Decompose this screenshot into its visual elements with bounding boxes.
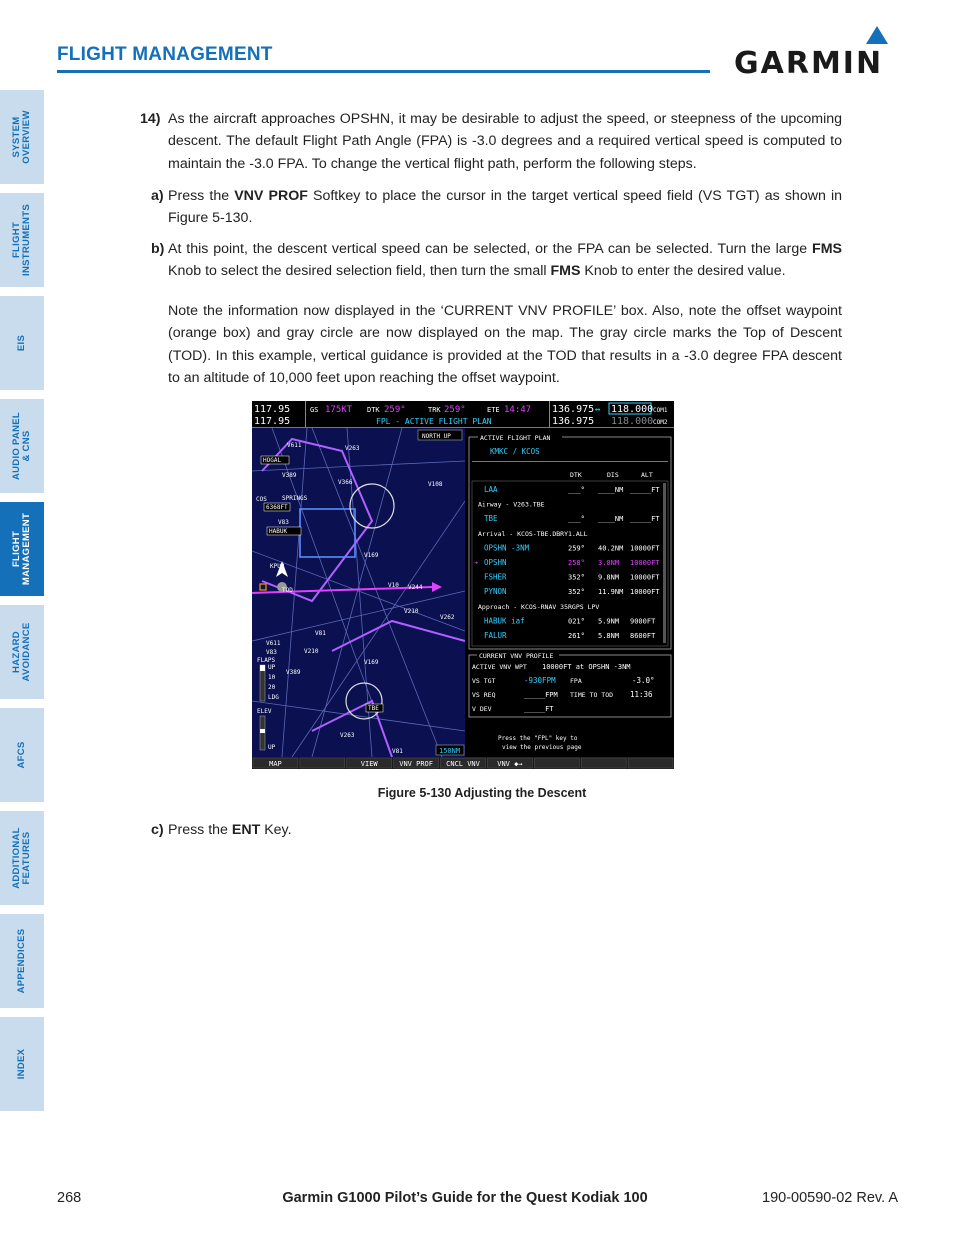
page-number: 268 (57, 1190, 82, 1206)
svg-text:TIME TO TOD: TIME TO TOD (570, 691, 614, 699)
fpl-row-name: FSHER (484, 572, 507, 582)
step-14-text: As the aircraft approaches OPSHN, it may be desirable to adjust the speed, or steepness of the upcoming descent. The default Flight Path Angle (FPA) is -3.0 degrees and a required vertical speed is computed to maintain the -3.0 FPA. To change the vertical flight path, perform the following steps. (168, 111, 842, 172)
fpl-row-name: HABUK iaf (484, 616, 525, 626)
trk-value: 259° (444, 405, 466, 415)
fpl-row-alt: _____FT (630, 486, 660, 494)
hint-line1: Press the "FPL" key to (498, 735, 578, 742)
fpl-row-alt: _____FT (630, 515, 660, 524)
step-14-label: 14) (140, 111, 161, 127)
step-c-text: Press the ENT Key. (168, 822, 292, 838)
svg-text:V10: V10 (388, 582, 399, 589)
svg-text:V DEV: V DEV (472, 705, 492, 713)
svg-text:ALT: ALT (641, 471, 653, 479)
nav-active1: 117.95 (254, 404, 291, 415)
fpl-row-dis: 3.0NM (598, 559, 620, 567)
tab-hazard-avoidance[interactable]: HAZARD AVOIDANCE (0, 605, 44, 699)
svg-text:TOD: TOD (282, 587, 293, 594)
tab-index[interactable]: INDEX (0, 1017, 44, 1111)
svg-text:V83: V83 (278, 519, 289, 526)
svg-text:DIS: DIS (607, 471, 619, 479)
fpl-row-name: FALUR (484, 631, 507, 640)
north-up-label: NORTH UP (422, 433, 451, 440)
ete-value: 14:47 (504, 405, 532, 415)
fpl-row-dis: ____NM (598, 486, 624, 494)
fpl-row-name: LAA (484, 485, 498, 494)
vnv-active-wpt: 10000FT at OPSHN -3NM (542, 663, 631, 671)
svg-text:V169: V169 (364, 552, 379, 559)
svg-text:SPRINGS: SPRINGS (282, 495, 308, 502)
document-revision: 190-00590-02 Rev. A (762, 1190, 898, 1206)
nav-standby1: 117.95 (254, 416, 291, 427)
fpl-row-name: Airway - V263.TBE (478, 500, 545, 509)
softkey-label: VNV ◆→ (497, 760, 523, 768)
gs-value: 175KT (325, 405, 353, 415)
svg-text:UP: UP (268, 664, 276, 671)
fpl-row-name: OPSHN (484, 558, 507, 567)
header-rule (57, 70, 710, 73)
com-standby1: 136.975 (552, 404, 595, 415)
softkey-9[interactable] (628, 758, 673, 768)
svg-text:V210: V210 (304, 648, 319, 655)
step-c-label: c) (151, 822, 164, 838)
map-range: 150NM (439, 747, 461, 755)
svg-text:6368FT: 6368FT (266, 504, 288, 511)
svg-text:GS: GS (310, 406, 319, 414)
svg-text:LDG: LDG (268, 694, 279, 701)
svg-text:V389: V389 (286, 669, 301, 676)
softkey-label: MAP (269, 760, 282, 768)
svg-text:HOGAL: HOGAL (263, 457, 282, 464)
fpl-row-alt: 10000FT (630, 588, 660, 597)
svg-text:KPUB: KPUB (270, 563, 285, 570)
fpa-value: -3.0° (632, 676, 655, 685)
svg-text:10: 10 (268, 674, 276, 681)
fpl-row-dis: 11.9NM (598, 588, 624, 597)
svg-text:↔: ↔ (595, 405, 601, 415)
svg-text:V169: V169 (364, 659, 379, 666)
active-leg-arrow-icon: ➔ (474, 559, 479, 567)
fpl-row-dis: 5.9NM (598, 617, 620, 626)
fpl-row-dtk: 021° (568, 617, 585, 626)
fpl-row-alt: 10000FT (630, 544, 660, 553)
svg-text:V262: V262 (440, 614, 455, 621)
svg-text:TRK: TRK (428, 406, 441, 414)
softkey-label: VNV PROF (399, 760, 433, 768)
fpl-row-dtk: 352° (568, 588, 585, 597)
svg-text:V611: V611 (266, 640, 281, 647)
softkey-2[interactable] (300, 758, 345, 768)
fpl-row-dtk: ___° (568, 486, 585, 494)
tab-eis[interactable]: EIS (0, 296, 44, 390)
svg-text:V366: V366 (338, 479, 353, 486)
svg-text:COM1: COM1 (653, 407, 668, 414)
fpl-row-dtk: 261° (568, 632, 585, 640)
vs-tgt-value: -930FPM (524, 676, 556, 685)
softkey-label: CNCL VNV (446, 760, 480, 768)
svg-text:V244: V244 (408, 584, 423, 591)
svg-text:COS: COS (256, 496, 267, 503)
svg-text:20: 20 (268, 684, 276, 691)
tab-flight-management[interactable]: FLIGHT MANAGEMENT (0, 502, 44, 596)
softkey-7[interactable] (534, 758, 579, 768)
tab-additional-features[interactable]: ADDITIONAL FEATURES (0, 811, 44, 905)
fpl-row-dis: ____NM (598, 515, 624, 524)
ent-key: ENT (231, 822, 261, 838)
com-active2: 118.000 (611, 416, 654, 427)
fpl-row-name: OPSHN -3NM (484, 543, 530, 553)
fpl-row-dtk: 352° (568, 573, 585, 582)
fpl-row-dtk: 258° (568, 559, 585, 567)
tab-system-overview[interactable]: SYSTEM OVERVIEW (0, 90, 44, 184)
svg-text:UP: UP (268, 744, 276, 751)
garmin-logo (734, 26, 900, 81)
note-text: Note the information now displayed in the ‘CURRENT VNV PROFILE’ box. Also, note the offset waypoint (orange box) and gray circle are now displayed on the map. The gray circle marks the Top of Descent (TOD). In this example, vertical guidance is provided at the TOD that results in a -3.0 degree FPA descent to an altitude of 10,000 feet upon reaching the offset waypoint. (168, 303, 842, 387)
section-title: FLIGHT MANAGEMENT (57, 44, 273, 65)
com-active1: 118.000 (611, 404, 654, 415)
svg-text:V263: V263 (345, 445, 360, 452)
tab-flight-instruments[interactable]: FLIGHT INSTRUMENTS (0, 193, 44, 287)
softkey-label: VIEW (360, 760, 378, 768)
step-b-text: At this point, the descent vertical speed can be selected, or the FPA can be selected. Turn the large FMS Knob to select the desired selection field, then turn the small FMS Knob to enter the desired value. (168, 241, 842, 280)
fpl-row-name: Approach - KCOS-RNAV 35RGPS LPV (478, 602, 600, 611)
fpl-row-dtk: 259° (568, 544, 585, 553)
svg-text:V81: V81 (315, 630, 326, 637)
svg-text:V263: V263 (340, 732, 355, 739)
small-fms-knob: FMS (550, 263, 581, 280)
fpl-row-dis: 40.2NM (598, 544, 624, 553)
svg-text:DTK: DTK (367, 406, 380, 414)
fpl-box-title: ACTIVE FLIGHT PLAN (480, 434, 551, 442)
garmin-triangle-icon (866, 26, 888, 44)
step-a-label: a) (151, 188, 164, 204)
fpl-row-alt: 10000FT (630, 559, 660, 567)
svg-text:V83: V83 (266, 649, 277, 656)
fpl-row-alt: 8600FT (630, 632, 656, 640)
svg-text:V108: V108 (428, 481, 443, 488)
fpl-row-dis: 5.8NM (598, 632, 620, 640)
mfd-screenshot (252, 401, 674, 769)
tab-appendices[interactable]: APPENDICES (0, 914, 44, 1008)
fpl-row-name: Arrival - KCOS-TBE.DBRY1.ALL (478, 529, 588, 538)
fpl-route: KMKC / KCOS (490, 447, 540, 456)
tbe-label: TBE (368, 705, 379, 712)
svg-text:VS REQ: VS REQ (472, 691, 496, 699)
fpl-row-alt: 9000FT (630, 617, 656, 626)
tab-audio-panel[interactable]: AUDIO PANEL & CNS (0, 399, 44, 493)
softkey-8[interactable] (581, 758, 626, 768)
svg-text:FLAPS: FLAPS (257, 657, 276, 664)
hint-line2: view the previous page (502, 744, 582, 751)
fpl-row-name: TBE (484, 514, 498, 524)
fpl-row-dis: 9.8NM (598, 573, 620, 582)
dtk-value: 259° (384, 405, 406, 415)
svg-text:V611: V611 (287, 442, 302, 449)
time-to-tod-value: 11:36 (630, 690, 653, 699)
svg-text:COM2: COM2 (653, 419, 668, 426)
svg-text:V210: V210 (404, 608, 419, 615)
svg-text:VS TGT: VS TGT (472, 677, 496, 685)
svg-text:DTK: DTK (570, 471, 582, 479)
svg-text:V81: V81 (392, 748, 403, 755)
fpl-row-alt: 10000FT (630, 573, 660, 582)
svg-text:ETE: ETE (487, 406, 500, 414)
svg-text:V389: V389 (282, 472, 297, 479)
svg-text:ACTIVE VNV WPT: ACTIVE VNV WPT (472, 663, 527, 671)
footer-title: Garmin G1000 Pilot’s Guide for the Quest Kodiak 100 (282, 1190, 648, 1206)
svg-text:HABUK: HABUK (269, 528, 288, 535)
large-fms-knob: FMS (812, 241, 842, 257)
svg-text:FPA: FPA (570, 677, 582, 685)
com-standby2: 136.975 (552, 416, 595, 427)
garmin-wordmark: GARMIN (734, 46, 884, 81)
vnv-prof-key: VNV PROF (234, 188, 308, 204)
step-a-text: Press the VNV PROF Softkey to place the cursor in the target vertical speed field (VS TGT) as shown in Figure 5-130. (168, 188, 842, 227)
vnv-box-title: CURRENT VNV PROFILE (479, 652, 554, 660)
vs-req-value: _____FPM (524, 691, 558, 699)
svg-text:ELEV: ELEV (257, 708, 272, 715)
fpl-row-dtk: ___° (568, 515, 585, 524)
fpl-page-title: FPL - ACTIVE FLIGHT PLAN (376, 417, 492, 426)
vdev-value: _____FT (524, 705, 554, 713)
tab-afcs[interactable]: AFCS (0, 708, 44, 802)
fpl-row-name: PYNON (484, 587, 507, 597)
figure-caption: Figure 5-130 Adjusting the Descent (377, 786, 587, 800)
step-b-label: b) (151, 241, 165, 257)
